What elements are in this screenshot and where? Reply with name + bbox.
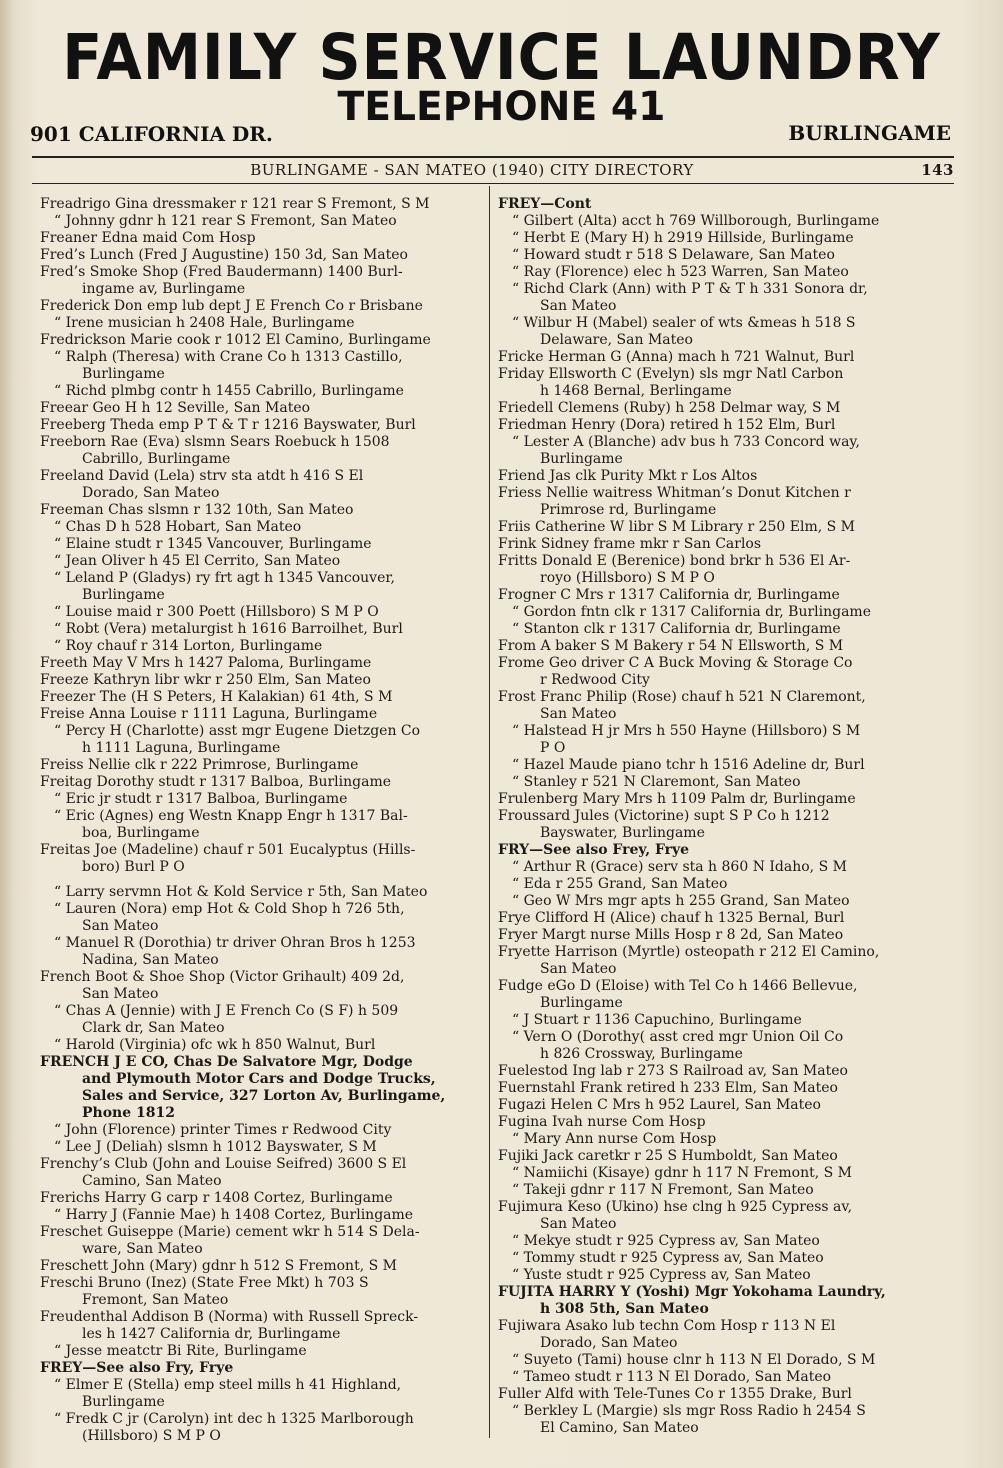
directory-line: Frye Clifford H (Alice) chauf h 1325 Bernal, Burl [498, 910, 845, 926]
directory-line: Freeland David (Lela) strv sta atdt h 416 S El [40, 468, 364, 484]
page-number: 143 [921, 161, 954, 179]
directory-line: Fuelestod Ing lab r 273 S Railroad av, San Mateo [498, 1063, 848, 1079]
directory-line: Frerichs Harry G carp r 1408 Cortez, Burlingame [40, 1190, 393, 1206]
directory-line: Freeman Chas slsmn r 132 10th, San Mateo [40, 502, 354, 518]
directory-line: Frink Sidney frame mkr r San Carlos [498, 536, 762, 552]
directory-line: “ Percy H (Charlotte) asst mgr Eugene Dietzgen Co [54, 723, 421, 739]
directory-line: Friend Jas clk Purity Mkt r Los Altos [498, 468, 758, 484]
directory-line: Fryette Harrison (Myrtle) osteopath r 212 El Camino, [498, 944, 880, 960]
directory-line: “ Herbt E (Mary H) h 2919 Hillside, Burlingame [512, 230, 854, 246]
directory-line: From A baker S M Bakery r 54 N Ellsworth, S M [498, 638, 844, 654]
directory-line: “ Roy chauf r 314 Lorton, Burlingame [54, 638, 323, 654]
directory-line: “ Harry J (Fannie Mae) h 1408 Cortez, Burlingame [54, 1207, 414, 1223]
directory-line: Fujiwara Asako lub techn Com Hosp r 113 N El [498, 1318, 836, 1334]
directory-line: “ Irene musician h 2408 Hale, Burlingame [54, 315, 355, 331]
directory-line: “ Lauren (Nora) emp Hot & Cold Shop h 726 5th, [54, 901, 405, 917]
directory-line: Freschett John (Mary) gdnr h 512 S Fremont, S M [40, 1258, 397, 1274]
directory-line: FUJITA HARRY Y (Yoshi) Mgr Yokohama Laundry, [498, 1284, 886, 1300]
directory-line: “ Ray (Florence) elec h 523 Warren, San Mateo [512, 264, 849, 280]
directory-line: Bayswater, Burlingame [540, 825, 705, 841]
directory-line: Freeberg Theda emp P T & T r 1216 Bayswater, Burl [40, 417, 416, 433]
directory-line: “ Harold (Virginia) ofc wk h 850 Walnut, Burl [54, 1037, 376, 1053]
directory-line: “ Chas D h 528 Hobart, San Mateo [54, 519, 302, 535]
directory-line: Frenchy’s Club (John and Louise Seifred) 3600 S El [40, 1156, 407, 1172]
directory-line: “ Richd plmbg contr h 1455 Cabrillo, Burlingame [54, 383, 404, 399]
directory-line: Cabrillo, Burlingame [82, 451, 231, 467]
directory-line: FRENCH J E CO, Chas De Salvatore Mgr, Dodge [40, 1054, 413, 1070]
directory-line: (Hillsboro) S M P O [82, 1428, 221, 1444]
directory-line: “ Eda r 255 Grand, San Mateo [512, 876, 728, 892]
directory-line: Dorado, San Mateo [540, 1335, 678, 1351]
directory-line: Fujimura Keso (Ukino) hse clng h 925 Cypress av, [498, 1199, 853, 1215]
directory-line: and Plymouth Motor Cars and Dodge Trucks, [82, 1071, 436, 1087]
directory-line: Freadrigo Gina dressmaker r 121 rear S Fremont, S M [40, 196, 430, 212]
directory-line: Burlingame [540, 995, 623, 1011]
directory-line: Freitas Joe (Madeline) chauf r 501 Eucalyptus (Hills- [40, 842, 416, 858]
directory-line: h 308 5th, San Mateo [540, 1301, 709, 1317]
directory-line: Freeborn Rae (Eva) slsmn Sears Roebuck h 1508 [40, 434, 390, 450]
directory-line: “ Mekye studt r 925 Cypress av, San Mateo [512, 1233, 820, 1249]
directory-line: Delaware, San Mateo [540, 332, 693, 348]
directory-line: San Mateo [540, 706, 617, 722]
directory-line: “ Berkley L (Margie) sls mgr Ross Radio h 2454 S [512, 1403, 866, 1419]
directory-line: “ Tameo studt r 113 N El Dorado, San Mateo [512, 1369, 832, 1385]
directory-line: Frost Franc Philip (Rose) chauf h 521 N Claremont, [498, 689, 866, 705]
directory-line: “ Arthur R (Grace) serv sta h 860 N Idaho, S M [512, 859, 847, 875]
directory-line: “ Ralph (Theresa) with Crane Co h 1313 Castillo, [54, 349, 403, 365]
directory-line: Fred’s Lunch (Fred J Augustine) 150 3d, San Mateo [40, 247, 408, 263]
directory-line: Frulenberg Mary Mrs h 1109 Palm dr, Burlingame [498, 791, 856, 807]
directory-line [40, 876, 486, 884]
directory-line: boro) Burl P O [82, 859, 185, 875]
directory-line: “ Eric (Agnes) eng Westn Knapp Engr h 1317 Bal- [54, 808, 408, 824]
directory-line: “ Halstead H jr Mrs h 550 Hayne (Hillsboro) S M [512, 723, 861, 739]
directory-line: “ Robt (Vera) metalurgist h 1616 Barroilhet, Burl [54, 621, 403, 637]
directory-line: h 1468 Bernal, Berlingame [540, 383, 732, 399]
directory-line: “ Hazel Maude piano tchr h 1516 Adeline dr, Burl [512, 757, 865, 773]
directory-line: Fuller Alfd with Tele-Tunes Co r 1355 Drake, Burl [498, 1386, 852, 1402]
directory-line: Friis Catherine W libr S M Library r 250 Elm, S M [498, 519, 856, 535]
directory-line: “ Mary Ann nurse Com Hosp [512, 1131, 717, 1147]
ad-city: BURLINGAME [788, 121, 951, 145]
directory-line: San Mateo [540, 961, 617, 977]
directory-line: P O [540, 740, 566, 756]
directory-line: ware, San Mateo [82, 1241, 203, 1257]
running-head [32, 160, 954, 180]
directory-line: Frogner C Mrs r 1317 California dr, Burlingame [498, 587, 840, 603]
directory-line: Friedman Henry (Dora) retired h 152 Elm, Burl [498, 417, 836, 433]
directory-line: Friday Ellsworth C (Evelyn) sls mgr Natl Carbon [498, 366, 844, 382]
directory-line: Burlingame [540, 451, 623, 467]
directory-line: El Camino, San Mateo [540, 1420, 699, 1436]
directory-line: Fudge eGo D (Eloise) with Tel Co h 1466 Bellevue, [498, 978, 858, 994]
directory-line: “ Johnny gdnr h 121 rear S Fremont, San Mateo [54, 213, 397, 229]
directory-line: “ Elmer E (Stella) emp steel mills h 41 Highland, [54, 1377, 402, 1393]
directory-line: Fujiki Jack caretkr r 25 S Humboldt, San Mateo [498, 1148, 838, 1164]
directory-line: Froussard Jules (Victorine) supt S P Co h 1212 [498, 808, 830, 824]
directory-line: San Mateo [82, 918, 159, 934]
directory-line: royo (Hillsboro) S M P O [540, 570, 715, 586]
directory-line: “ Vern O (Dorothy( asst cred mgr Union Oil Co [512, 1029, 844, 1045]
directory-line: “ Stanton clk r 1317 California dr, Burlingame [512, 621, 841, 637]
directory-line: San Mateo [540, 298, 617, 314]
directory-line: Freitag Dorothy studt r 1317 Balboa, Burlingame [40, 774, 392, 790]
directory-line: Sales and Service, 327 Lorton Av, Burlingame, [82, 1088, 446, 1104]
directory-line: Frome Geo driver C A Buck Moving & Storage Co [498, 655, 853, 671]
column-divider [489, 186, 490, 1438]
directory-line: Freiss Nellie clk r 222 Primrose, Burlingame [40, 757, 359, 773]
directory-line: Freear Geo H h 12 Seville, San Mateo [40, 400, 311, 416]
directory-line: Freeth May V Mrs h 1427 Paloma, Burlingame [40, 655, 372, 671]
directory-line: “ John (Florence) printer Times r Redwood City [54, 1122, 392, 1138]
directory-line: “ Eric jr studt r 1317 Balboa, Burlingame [54, 791, 348, 807]
directory-line: Freaner Edna maid Com Hosp [40, 230, 256, 246]
directory-line: Fremont, San Mateo [82, 1292, 229, 1308]
directory-line: “ Takeji gdnr r 117 N Fremont, San Mateo [512, 1182, 814, 1198]
directory-line: FREY—Cont [498, 196, 592, 212]
directory-line: Burlingame [82, 366, 165, 382]
ad-phone: TELEPHONE 41 [337, 84, 666, 130]
directory-line: French Boot & Shoe Shop (Victor Grihault) 409 2d, [40, 969, 405, 985]
right-column [498, 196, 944, 1437]
directory-line: FREY—See also Fry, Frye [40, 1360, 234, 1376]
directory-line: Clark dr, San Mateo [82, 1020, 225, 1036]
directory-line: “ Gilbert (Alta) acct h 769 Willborough, Burlingame [512, 213, 880, 229]
directory-line: “ J Stuart r 1136 Capuchino, Burlingame [512, 1012, 802, 1028]
directory-line: Freschi Bruno (Inez) (State Free Mkt) h 703 S [40, 1275, 369, 1291]
directory-line: “ Lee J (Deliah) slsmn h 1012 Bayswater, S M [54, 1139, 377, 1155]
directory-line: “ Stanley r 521 N Claremont, San Mateo [512, 774, 801, 790]
directory-line: “ Larry servmn Hot & Kold Service r 5th, San Mateo [54, 884, 428, 900]
directory-line: h 826 Crossway, Burlingame [540, 1046, 743, 1062]
directory-line: “ Jesse meatctr Bi Rite, Burlingame [54, 1343, 307, 1359]
directory-line: “ Chas A (Jennie) with J E French Co (S F) h 509 [54, 1003, 399, 1019]
directory-line: Freise Anna Louise r 1111 Laguna, Burlingame [40, 706, 378, 722]
directory-line: “ Wilbur H (Mabel) sealer of wts &meas h 518 S [512, 315, 856, 331]
directory-line: San Mateo [540, 1216, 617, 1232]
directory-line: “ Leland P (Gladys) ry frt agt h 1345 Vancouver, [54, 570, 395, 586]
directory-line: “ Richd Clark (Ann) with P T & T h 331 Sonora dr, [512, 281, 868, 297]
directory-line: Freudenthal Addison B (Norma) with Russell Spreck- [40, 1309, 419, 1325]
directory-line: Freezer The (H S Peters, H Kalakian) 61 4th, S M [40, 689, 393, 705]
directory-line: “ Howard studt r 518 S Delaware, San Mateo [512, 247, 835, 263]
directory-line: “ Elaine studt r 1345 Vancouver, Burlingame [54, 536, 372, 552]
directory-line: “ Suyeto (Tami) house clnr h 113 N El Dorado, S M [512, 1352, 876, 1368]
directory-line: Burlingame [82, 1394, 165, 1410]
directory-line: “ Tommy studt r 925 Cypress av, San Mateo [512, 1250, 824, 1266]
directory-line: Fredrickson Marie cook r 1012 El Camino, Burlingame [40, 332, 431, 348]
directory-line: Frederick Don emp lub dept J E French Co r Brisbane [40, 298, 423, 314]
directory-line: boa, Burlingame [82, 825, 200, 841]
directory-line: “ Fredk C jr (Carolyn) int dec h 1325 Marlborough [54, 1411, 414, 1427]
directory-line: Fuernstahl Frank retired h 233 Elm, San Mateo [498, 1080, 838, 1096]
directory-line: “ Gordon fntn clk r 1317 California dr, Burlingame [512, 604, 871, 620]
directory-line: Fred’s Smoke Shop (Fred Baudermann) 1400 Burl- [40, 264, 403, 280]
directory-line: FRY—See also Frey, Frye [498, 842, 690, 858]
laundry-advertisement [0, 0, 1003, 160]
directory-line: ingame av, Burlingame [82, 281, 246, 297]
directory-line: “ Geo W Mrs mgr apts h 255 Grand, San Mateo [512, 893, 850, 909]
directory-line: “ Louise maid r 300 Poett (Hillsboro) S M P O [54, 604, 379, 620]
running-head-title: BURLINGAME - SAN MATEO (1940) CITY DIRECTORY [250, 161, 694, 179]
header-top-rule [32, 156, 954, 158]
directory-line: Friedell Clemens (Ruby) h 258 Delmar way, S M [498, 400, 841, 416]
directory-line: r Redwood City [540, 672, 650, 688]
directory-line: Phone 1812 [82, 1105, 175, 1121]
directory-line: les h 1427 California dr, Burlingame [82, 1326, 341, 1342]
directory-line: Dorado, San Mateo [82, 485, 220, 501]
directory-line: “ Lester A (Blanche) adv bus h 733 Concord way, [512, 434, 860, 450]
directory-line: Freeze Kathryn libr wkr r 250 Elm, San Mateo [40, 672, 371, 688]
directory-line: h 1111 Laguna, Burlingame [82, 740, 281, 756]
ad-title: FAMILY SERVICE LAUNDRY [62, 21, 941, 94]
directory-line: Fritts Donald E (Berenice) bond brkr h 536 El Ar- [498, 553, 851, 569]
directory-line: Fugina Ivah nurse Com Hosp [498, 1114, 706, 1130]
directory-line: San Mateo [82, 986, 159, 1002]
directory-line: Fricke Herman G (Anna) mach h 721 Walnut, Burl [498, 349, 855, 365]
directory-line: Fryer Margt nurse Mills Hosp r 8 2d, San Mateo [498, 927, 844, 943]
directory-line: Friess Nellie waitress Whitman’s Donut Kitchen r [498, 485, 851, 501]
directory-line: Nadina, San Mateo [82, 952, 219, 968]
ad-address: 901 CALIFORNIA DR. [30, 122, 273, 146]
directory-line: “ Manuel R (Dorothia) tr driver Ohran Bros h 1253 [54, 935, 416, 951]
directory-line: Burlingame [82, 587, 165, 603]
directory-line: “ Yuste studt r 925 Cypress av, San Mateo [512, 1267, 811, 1283]
directory-line: “ Namiichi (Kisaye) gdnr h 117 N Fremont, S M [512, 1165, 852, 1181]
directory-line: Camino, San Mateo [82, 1173, 222, 1189]
directory-line: Fugazi Helen C Mrs h 952 Laurel, San Mateo [498, 1097, 821, 1113]
header-bottom-rule [32, 183, 954, 184]
left-column [40, 196, 486, 1445]
directory-line: Primrose rd, Burlingame [540, 502, 717, 518]
directory-line: “ Jean Oliver h 45 El Cerrito, San Mateo [54, 553, 341, 569]
directory-line: Freschet Guiseppe (Marie) cement wkr h 514 S Dela- [40, 1224, 420, 1240]
